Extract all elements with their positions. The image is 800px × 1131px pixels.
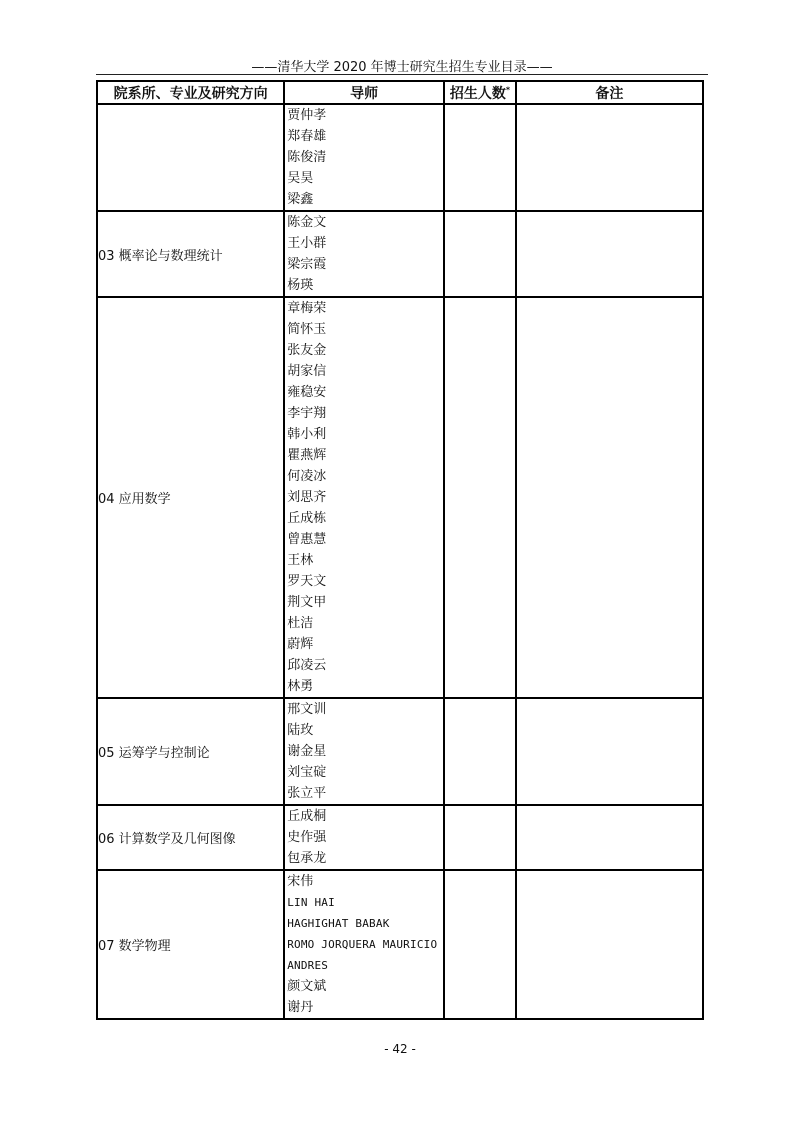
- column-header-quota: [444, 81, 516, 104]
- advisor-name: 杨瑛: [287, 278, 314, 293]
- quota-marker: *: [505, 84, 511, 94]
- advisor-cell: [284, 297, 444, 698]
- advisor-name: 梁宗霞: [287, 257, 327, 272]
- table-header-row: [97, 81, 703, 104]
- advisor-name: 陆玫: [287, 723, 314, 738]
- advisor-name: 丘成桐: [287, 809, 327, 824]
- advisor-name: 谢金星: [287, 744, 327, 759]
- column-header-notes: 备注: [516, 81, 703, 104]
- notes-cell: [516, 698, 703, 805]
- quota-cell: [444, 211, 516, 297]
- advisor-name: 刘宝碇: [287, 765, 327, 780]
- advisor-name: 郑春雄: [287, 129, 327, 144]
- advisor-name: ROMO JORQUERA MAURICIO: [287, 938, 438, 951]
- catalog-table: [96, 80, 704, 1020]
- advisor-name: 谢丹: [287, 1000, 314, 1015]
- header-rule: [96, 74, 708, 75]
- table-row: [97, 211, 703, 297]
- advisor-name: 林勇: [287, 679, 314, 694]
- quota-cell: [444, 297, 516, 698]
- advisor-name: 荆文甲: [287, 595, 327, 610]
- research-direction-cell: 07 数学物理: [97, 870, 284, 1019]
- advisor-name: ANDRES: [287, 959, 329, 972]
- advisor-cell: [284, 698, 444, 805]
- research-direction-cell: 03 概率论与数理统计: [97, 211, 284, 297]
- quota-label: 招生人数: [449, 85, 506, 102]
- advisor-name: 雍稳安: [287, 385, 327, 400]
- advisor-name: 吴昊: [287, 171, 314, 186]
- advisor-name: 陈俊清: [287, 150, 327, 165]
- advisor-name: 何凌冰: [287, 469, 327, 484]
- advisor-name: 胡家信: [287, 364, 327, 379]
- notes-cell: [516, 870, 703, 1019]
- advisor-name: 颜文斌: [287, 979, 327, 994]
- advisor-name: 贾仲孝: [287, 108, 327, 123]
- advisor-cell: [284, 104, 444, 211]
- table-row: [97, 297, 703, 698]
- advisor-name: 丘成栋: [287, 511, 327, 526]
- table-body: [97, 104, 703, 1019]
- advisor-name: 韩小利: [287, 427, 327, 442]
- quota-cell: [444, 698, 516, 805]
- advisor-cell: [284, 870, 444, 1019]
- advisor-name: 曾惠慧: [287, 532, 327, 547]
- research-direction-cell: [97, 104, 284, 211]
- research-direction-cell: 04 应用数学: [97, 297, 284, 698]
- advisor-name: 包承龙: [287, 851, 327, 866]
- quota-cell: [444, 870, 516, 1019]
- research-direction-cell: 06 计算数学及几何图像: [97, 805, 284, 870]
- advisor-name: 邢文训: [287, 702, 327, 717]
- advisor-name: 王林: [287, 553, 314, 568]
- column-header-advisor: 导师: [284, 81, 444, 104]
- advisor-cell: [284, 805, 444, 870]
- notes-cell: [516, 297, 703, 698]
- advisor-name: 李宇翔: [287, 406, 327, 421]
- advisor-name: 王小群: [287, 236, 327, 251]
- advisor-name: 刘思齐: [287, 490, 327, 505]
- advisor-name: LIN HAI: [287, 896, 335, 909]
- table-row: [97, 805, 703, 870]
- table-row: [97, 698, 703, 805]
- advisor-name: 张友金: [287, 343, 327, 358]
- advisor-name: 宋伟: [287, 874, 314, 889]
- notes-cell: [516, 211, 703, 297]
- notes-cell: [516, 104, 703, 211]
- advisor-name: HAGHIGHAT BABAK: [287, 917, 390, 930]
- advisor-cell: [284, 211, 444, 297]
- quota-cell: [444, 805, 516, 870]
- advisor-name: 罗天文: [287, 574, 327, 589]
- column-header-direction: 院系所、专业及研究方向: [97, 81, 284, 104]
- advisor-name: 梁鑫: [287, 192, 314, 207]
- advisor-name: 章梅荣: [287, 301, 327, 316]
- advisor-name: 简怀玉: [287, 322, 327, 337]
- advisor-name: 杜洁: [287, 616, 314, 631]
- advisor-name: 陈金文: [287, 215, 327, 230]
- advisor-name: 张立平: [287, 786, 327, 801]
- advisor-name: 瞿燕辉: [287, 448, 327, 463]
- advisor-name: 邱凌云: [287, 658, 327, 673]
- research-direction-cell: 05 运筹学与控制论: [97, 698, 284, 805]
- notes-cell: [516, 805, 703, 870]
- advisor-name: 蔚辉: [287, 637, 314, 652]
- page-number: - 42 -: [384, 1042, 416, 1056]
- table-row: [97, 870, 703, 1019]
- quota-cell: [444, 104, 516, 211]
- table-row: [97, 104, 703, 211]
- advisor-name: 史作强: [287, 830, 327, 845]
- page-header: ——清华大学 2020 年博士研究生招生专业目录——: [251, 60, 553, 75]
